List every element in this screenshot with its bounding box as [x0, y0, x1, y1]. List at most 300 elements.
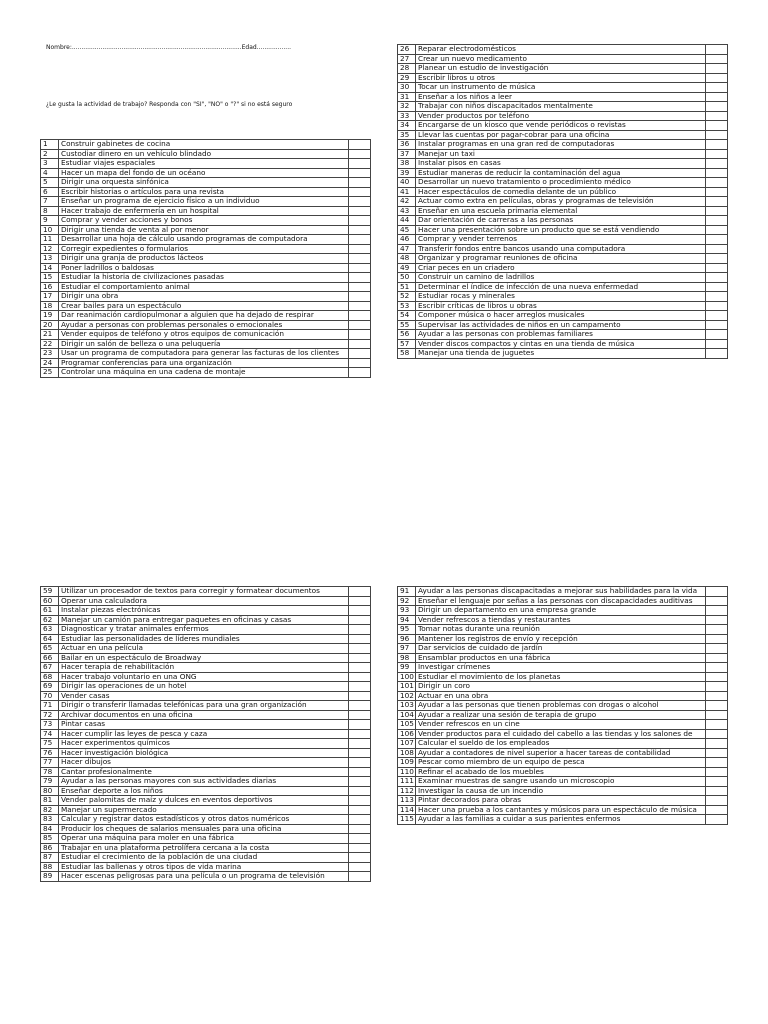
- answer-cell[interactable]: [349, 235, 371, 245]
- answer-cell[interactable]: [706, 701, 728, 711]
- answer-cell[interactable]: [349, 786, 371, 796]
- answer-cell[interactable]: [706, 786, 728, 796]
- question-row: [41, 872, 371, 882]
- question-number: 20: [41, 320, 59, 330]
- answer-cell[interactable]: [706, 739, 728, 749]
- question-row: [41, 834, 371, 844]
- question-number: 64: [41, 634, 59, 644]
- question-number: 27: [398, 54, 416, 64]
- answer-cell[interactable]: [706, 140, 728, 150]
- question-number: 57: [398, 339, 416, 349]
- answer-cell[interactable]: [349, 263, 371, 273]
- question-text: Usar un programa de computadora para generar las facturas de los clientes: [59, 349, 349, 359]
- question-number: 29: [398, 73, 416, 83]
- question-text: Instalar programas en una gran red de computadoras: [416, 140, 706, 150]
- answer-cell[interactable]: [349, 168, 371, 178]
- question-number: 37: [398, 149, 416, 159]
- question-text: Criar peces en un criadero: [416, 263, 706, 273]
- question-row: [398, 92, 728, 102]
- answer-cell[interactable]: [706, 121, 728, 131]
- question-text: Investigar crímenes: [416, 663, 706, 673]
- question-row: [41, 311, 371, 321]
- question-text: Encargarse de un kiosco que vende periódicos o revistas: [416, 121, 706, 131]
- answer-cell[interactable]: [349, 843, 371, 853]
- answer-cell[interactable]: [349, 187, 371, 197]
- answer-cell[interactable]: [349, 311, 371, 321]
- answer-cell[interactable]: [706, 777, 728, 787]
- question-number: 30: [398, 83, 416, 93]
- answer-cell[interactable]: [706, 54, 728, 64]
- answer-cell[interactable]: [706, 663, 728, 673]
- question-row: [398, 625, 728, 635]
- question-text: Enseñar a los niños a leer: [416, 92, 706, 102]
- answer-cell[interactable]: [349, 691, 371, 701]
- question-number: 78: [41, 767, 59, 777]
- answer-cell[interactable]: [349, 805, 371, 815]
- answer-cell[interactable]: [706, 159, 728, 169]
- question-number: 6: [41, 187, 59, 197]
- question-text: Utilizar un procesador de textos para corregir y formatear documentos: [59, 587, 349, 597]
- question-row: [41, 149, 371, 159]
- question-number: 94: [398, 615, 416, 625]
- question-row: [398, 54, 728, 64]
- answer-cell[interactable]: [349, 206, 371, 216]
- question-row: [398, 739, 728, 749]
- question-number: 42: [398, 197, 416, 207]
- question-text: Operar una máquina para moler en una fábrica: [59, 834, 349, 844]
- question-row: [398, 758, 728, 768]
- question-row: [398, 73, 728, 83]
- question-text: Estudiar el crecimiento de la población de una ciudad: [59, 853, 349, 863]
- question-text: Hacer investigación biológica: [59, 748, 349, 758]
- answer-cell[interactable]: [706, 273, 728, 283]
- answer-cell[interactable]: [706, 92, 728, 102]
- answer-cell[interactable]: [706, 263, 728, 273]
- answer-cell[interactable]: [349, 149, 371, 159]
- question-number: 66: [41, 653, 59, 663]
- question-text: Trabajar con niños discapacitados mentalmente: [416, 102, 706, 112]
- answer-cell[interactable]: [349, 197, 371, 207]
- question-number: 76: [41, 748, 59, 758]
- answer-cell[interactable]: [706, 815, 728, 825]
- question-number: 43: [398, 206, 416, 216]
- question-text: Vender equipos de teléfono y otros equipos de comunicación: [59, 330, 349, 340]
- question-row: [41, 292, 371, 302]
- question-row: [398, 149, 728, 159]
- answer-cell[interactable]: [349, 701, 371, 711]
- answer-cell[interactable]: [706, 644, 728, 654]
- answer-cell[interactable]: [349, 358, 371, 368]
- answer-cell[interactable]: [349, 862, 371, 872]
- answer-cell[interactable]: [349, 615, 371, 625]
- answer-cell[interactable]: [706, 225, 728, 235]
- question-row: [398, 263, 728, 273]
- question-text: Cantar profesionalmente: [59, 767, 349, 777]
- question-row: [41, 225, 371, 235]
- answer-cell[interactable]: [706, 625, 728, 635]
- question-row: [398, 225, 728, 235]
- answer-cell[interactable]: [349, 244, 371, 254]
- question-number: 36: [398, 140, 416, 150]
- question-row: [398, 178, 728, 188]
- answer-cell[interactable]: [349, 672, 371, 682]
- question-number: 89: [41, 872, 59, 882]
- question-row: [41, 168, 371, 178]
- answer-cell[interactable]: [349, 140, 371, 150]
- question-number: 113: [398, 796, 416, 806]
- answer-cell[interactable]: [349, 739, 371, 749]
- question-number: 63: [41, 625, 59, 635]
- question-text: Ensamblar productos en una fábrica: [416, 653, 706, 663]
- answer-cell[interactable]: [349, 273, 371, 283]
- question-row: [41, 197, 371, 207]
- answer-cell[interactable]: [706, 102, 728, 112]
- question-row: [41, 786, 371, 796]
- answer-cell[interactable]: [706, 254, 728, 264]
- question-row: [398, 45, 728, 55]
- question-row: [398, 663, 728, 673]
- answer-cell[interactable]: [349, 758, 371, 768]
- answer-cell[interactable]: [349, 748, 371, 758]
- answer-cell[interactable]: [349, 339, 371, 349]
- question-number: 5: [41, 178, 59, 188]
- question-row: [398, 672, 728, 682]
- question-row: [398, 349, 728, 359]
- answer-cell[interactable]: [349, 330, 371, 340]
- answer-cell[interactable]: [706, 729, 728, 739]
- answer-cell[interactable]: [706, 149, 728, 159]
- questions-table-4: [397, 586, 728, 825]
- question-text: Controlar una máquina en una cadena de montaje: [59, 368, 349, 378]
- question-text: Ayudar a personas con problemas personales o emocionales: [59, 320, 349, 330]
- question-row: [41, 282, 371, 292]
- question-text: Dirigir una tienda de venta al por menor: [59, 225, 349, 235]
- question-row: [41, 815, 371, 825]
- question-row: [41, 767, 371, 777]
- question-text: Dirigir las operaciones de un hotel: [59, 682, 349, 692]
- answer-cell[interactable]: [706, 606, 728, 616]
- question-row: [41, 853, 371, 863]
- answer-cell[interactable]: [349, 587, 371, 597]
- question-row: [398, 83, 728, 93]
- question-text: Estudiar viajes espaciales: [59, 159, 349, 169]
- name-age-line: Nombre:.........................................................................................Edad..................: [46, 44, 292, 51]
- question-number: 55: [398, 320, 416, 330]
- answer-cell[interactable]: [349, 292, 371, 302]
- answer-cell[interactable]: [706, 615, 728, 625]
- question-number: 33: [398, 111, 416, 121]
- answer-cell[interactable]: [349, 682, 371, 692]
- question-row: [41, 206, 371, 216]
- question-text: Actuar como extra en películas, obras y programas de televisión: [416, 197, 706, 207]
- answer-cell[interactable]: [706, 320, 728, 330]
- question-text: Operar una calculadora: [59, 596, 349, 606]
- question-number: 50: [398, 273, 416, 283]
- answer-cell[interactable]: [706, 282, 728, 292]
- answer-cell[interactable]: [349, 853, 371, 863]
- answer-cell[interactable]: [706, 767, 728, 777]
- question-number: 22: [41, 339, 59, 349]
- question-text: Enseñar en una escuela primaria elemental: [416, 206, 706, 216]
- answer-cell[interactable]: [349, 729, 371, 739]
- answer-cell[interactable]: [706, 197, 728, 207]
- question-text: Construir gabinetes de cocina: [59, 140, 349, 150]
- question-text: Desarrollar un nuevo tratamiento o procedimiento médico: [416, 178, 706, 188]
- question-row: [41, 729, 371, 739]
- answer-cell[interactable]: [349, 653, 371, 663]
- question-number: 39: [398, 168, 416, 178]
- question-row: [41, 796, 371, 806]
- question-row: [41, 644, 371, 654]
- question-number: 111: [398, 777, 416, 787]
- question-row: [41, 596, 371, 606]
- answer-cell[interactable]: [706, 187, 728, 197]
- question-row: [398, 282, 728, 292]
- question-text: Ayudar a contadores de nivel superior a hacer tareas de contabilidad: [416, 748, 706, 758]
- answer-cell[interactable]: [706, 653, 728, 663]
- question-text: Dirigir o transferir llamadas telefónicas para una gran organización: [59, 701, 349, 711]
- question-number: 21: [41, 330, 59, 340]
- answer-cell[interactable]: [706, 691, 728, 701]
- answer-cell[interactable]: [706, 710, 728, 720]
- question-number: 61: [41, 606, 59, 616]
- question-text: Componer música o hacer arreglos musicales: [416, 311, 706, 321]
- question-number: 69: [41, 682, 59, 692]
- question-row: [41, 634, 371, 644]
- question-text: Ayudar a las familias a cuidar a sus parientes enfermos: [416, 815, 706, 825]
- question-text: Estudiar la historia de civilizaciones pasadas: [59, 273, 349, 283]
- answer-cell[interactable]: [349, 634, 371, 644]
- questions-table-2: [397, 44, 728, 359]
- question-text: Dirigir una orquesta sinfónica: [59, 178, 349, 188]
- answer-cell[interactable]: [349, 282, 371, 292]
- question-number: 110: [398, 767, 416, 777]
- question-number: 81: [41, 796, 59, 806]
- answer-cell[interactable]: [349, 596, 371, 606]
- answer-cell[interactable]: [349, 720, 371, 730]
- question-text: Actuar en una película: [59, 644, 349, 654]
- question-row: [398, 796, 728, 806]
- question-text: Construir un camino de ladrillos: [416, 273, 706, 283]
- question-number: 23: [41, 349, 59, 359]
- question-row: [398, 815, 728, 825]
- answer-cell[interactable]: [706, 596, 728, 606]
- question-row: [398, 587, 728, 597]
- question-number: 14: [41, 263, 59, 273]
- question-number: 4: [41, 168, 59, 178]
- question-row: [398, 596, 728, 606]
- answer-cell[interactable]: [349, 872, 371, 882]
- question-row: [398, 168, 728, 178]
- answer-cell[interactable]: [706, 796, 728, 806]
- answer-cell[interactable]: [706, 216, 728, 226]
- answer-cell[interactable]: [706, 349, 728, 359]
- questions-table-3: [40, 586, 371, 882]
- question-row: [398, 102, 728, 112]
- answer-cell[interactable]: [706, 672, 728, 682]
- question-number: 46: [398, 235, 416, 245]
- answer-cell[interactable]: [706, 301, 728, 311]
- question-row: [41, 663, 371, 673]
- question-text: Ayudar a las personas discapacitadas a mejorar sus habilidades para la vida: [416, 587, 706, 597]
- question-number: 35: [398, 130, 416, 140]
- question-row: [398, 691, 728, 701]
- question-text: Enseñar el lenguaje por señas a las personas con discapacidades auditivas: [416, 596, 706, 606]
- question-row: [41, 159, 371, 169]
- question-text: Escribir críticas de libros u obras: [416, 301, 706, 311]
- question-row: [41, 758, 371, 768]
- answer-cell[interactable]: [349, 625, 371, 635]
- answer-cell[interactable]: [349, 767, 371, 777]
- question-row: [398, 729, 728, 739]
- question-text: Estudiar el comportamiento animal: [59, 282, 349, 292]
- answer-cell[interactable]: [706, 178, 728, 188]
- answer-cell[interactable]: [349, 644, 371, 654]
- question-text: Hacer un mapa del fondo de un océano: [59, 168, 349, 178]
- answer-cell[interactable]: [706, 168, 728, 178]
- answer-cell[interactable]: [706, 83, 728, 93]
- question-number: 59: [41, 587, 59, 597]
- answer-cell[interactable]: [706, 292, 728, 302]
- answer-cell[interactable]: [706, 720, 728, 730]
- question-number: 38: [398, 159, 416, 169]
- question-number: 17: [41, 292, 59, 302]
- answer-cell[interactable]: [706, 758, 728, 768]
- answer-cell[interactable]: [349, 815, 371, 825]
- answer-cell[interactable]: [349, 301, 371, 311]
- answer-cell[interactable]: [349, 824, 371, 834]
- question-number: 97: [398, 644, 416, 654]
- question-row: [41, 682, 371, 692]
- question-number: 91: [398, 587, 416, 597]
- answer-cell[interactable]: [706, 339, 728, 349]
- answer-cell[interactable]: [349, 349, 371, 359]
- question-row: [41, 330, 371, 340]
- answer-cell[interactable]: [349, 606, 371, 616]
- question-text: Estudiar maneras de reducir la contaminación del agua: [416, 168, 706, 178]
- answer-cell[interactable]: [349, 320, 371, 330]
- answer-cell[interactable]: [349, 796, 371, 806]
- question-row: [398, 701, 728, 711]
- question-row: [41, 301, 371, 311]
- answer-cell[interactable]: [706, 130, 728, 140]
- question-row: [41, 587, 371, 597]
- question-text: Hacer escenas peligrosas para una película o un programa de televisión: [59, 872, 349, 882]
- question-text: Instalar pisos en casas: [416, 159, 706, 169]
- question-row: [398, 64, 728, 74]
- question-text: Pintar casas: [59, 720, 349, 730]
- question-number: 72: [41, 710, 59, 720]
- question-text: Dirigir un coro: [416, 682, 706, 692]
- question-row: [41, 862, 371, 872]
- question-number: 112: [398, 786, 416, 796]
- answer-cell[interactable]: [349, 225, 371, 235]
- question-row: [398, 653, 728, 663]
- answer-cell[interactable]: [706, 805, 728, 815]
- question-row: [41, 843, 371, 853]
- question-row: [41, 739, 371, 749]
- question-number: 96: [398, 634, 416, 644]
- question-row: [398, 254, 728, 264]
- question-row: [41, 777, 371, 787]
- question-row: [41, 748, 371, 758]
- answer-cell[interactable]: [349, 368, 371, 378]
- question-text: Ayudar a realizar una sesión de terapia de grupo: [416, 710, 706, 720]
- answer-cell[interactable]: [706, 634, 728, 644]
- question-number: 107: [398, 739, 416, 749]
- question-row: [398, 748, 728, 758]
- answer-cell[interactable]: [349, 178, 371, 188]
- answer-cell[interactable]: [706, 244, 728, 254]
- answer-cell[interactable]: [706, 73, 728, 83]
- question-text: Ayudar a las personas que tienen problemas con drogas o alcohol: [416, 701, 706, 711]
- question-number: 45: [398, 225, 416, 235]
- answer-cell[interactable]: [349, 159, 371, 169]
- question-row: [398, 805, 728, 815]
- question-number: 60: [41, 596, 59, 606]
- question-number: 13: [41, 254, 59, 264]
- answer-cell[interactable]: [706, 311, 728, 321]
- question-text: Enseñar deporte a los niños: [59, 786, 349, 796]
- question-number: 62: [41, 615, 59, 625]
- question-number: 3: [41, 159, 59, 169]
- question-row: [41, 615, 371, 625]
- question-text: Trabajar en una plataforma petrolífera cercana a la costa: [59, 843, 349, 853]
- answer-cell[interactable]: [706, 235, 728, 245]
- question-text: Instalar piezas electrónicas: [59, 606, 349, 616]
- answer-cell[interactable]: [706, 45, 728, 55]
- question-row: [398, 339, 728, 349]
- answer-cell[interactable]: [349, 254, 371, 264]
- question-row: [398, 320, 728, 330]
- answer-cell[interactable]: [349, 777, 371, 787]
- answer-cell[interactable]: [706, 748, 728, 758]
- question-text: Diagnosticar y tratar animales enfermos: [59, 625, 349, 635]
- question-number: 93: [398, 606, 416, 616]
- question-text: Corregir expedientes o formularios: [59, 244, 349, 254]
- question-number: 83: [41, 815, 59, 825]
- question-text: Mantener los registros de envío y recepción: [416, 634, 706, 644]
- answer-cell[interactable]: [349, 663, 371, 673]
- question-text: Vender discos compactos y cintas en una tienda de música: [416, 339, 706, 349]
- answer-cell[interactable]: [706, 64, 728, 74]
- question-text: Crear bailes para un espectáculo: [59, 301, 349, 311]
- answer-cell[interactable]: [706, 111, 728, 121]
- answer-cell[interactable]: [349, 834, 371, 844]
- answer-cell[interactable]: [706, 587, 728, 597]
- answer-cell[interactable]: [349, 216, 371, 226]
- question-row: [398, 292, 728, 302]
- question-row: [41, 187, 371, 197]
- answer-cell[interactable]: [706, 330, 728, 340]
- question-number: 48: [398, 254, 416, 264]
- question-number: 84: [41, 824, 59, 834]
- question-text: Dar servicios de cuidado de jardín: [416, 644, 706, 654]
- question-number: 54: [398, 311, 416, 321]
- answer-cell[interactable]: [706, 206, 728, 216]
- question-text: Hacer cumplir las leyes de pesca y caza: [59, 729, 349, 739]
- question-number: 103: [398, 701, 416, 711]
- question-row: [398, 786, 728, 796]
- question-row: [41, 691, 371, 701]
- question-number: 100: [398, 672, 416, 682]
- question-number: 58: [398, 349, 416, 359]
- question-number: 28: [398, 64, 416, 74]
- answer-cell[interactable]: [349, 710, 371, 720]
- answer-cell[interactable]: [706, 682, 728, 692]
- question-row: [41, 720, 371, 730]
- question-text: Dirigir un departamento en una empresa grande: [416, 606, 706, 616]
